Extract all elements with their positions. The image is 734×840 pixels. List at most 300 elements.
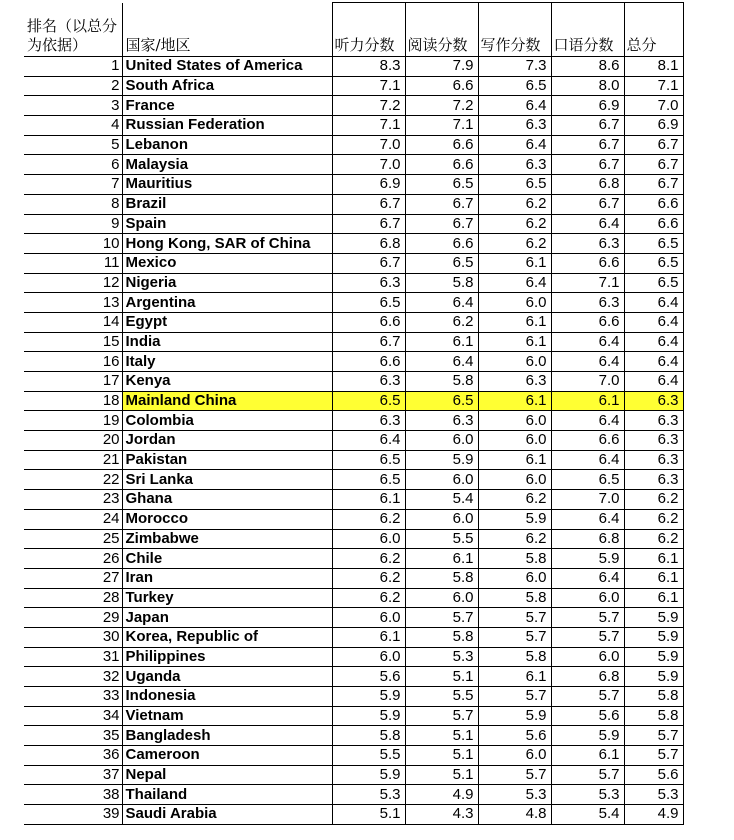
cell-listening: 6.3 (332, 372, 405, 392)
cell-rank: 38 (24, 785, 122, 805)
cell-writing: 6.1 (478, 312, 551, 332)
cell-listening: 6.7 (332, 332, 405, 352)
cell-overall: 7.1 (624, 76, 683, 96)
cell-country: Bangladesh (122, 726, 332, 746)
cell-rank: 26 (24, 549, 122, 569)
cell-writing: 5.8 (478, 549, 551, 569)
cell-listening: 6.1 (332, 490, 405, 510)
cell-country: Lebanon (122, 135, 332, 155)
cell-country: Egypt (122, 312, 332, 332)
table-row (24, 57, 683, 77)
header-speaking: 口语分数 (551, 3, 624, 57)
cell-reading: 6.5 (405, 253, 478, 273)
cell-listening: 6.6 (332, 312, 405, 332)
cell-writing: 5.3 (478, 785, 551, 805)
cell-overall: 6.3 (624, 470, 683, 490)
table-row (24, 194, 683, 214)
cell-overall: 6.6 (624, 214, 683, 234)
cell-country: South Africa (122, 76, 332, 96)
cell-listening: 5.9 (332, 687, 405, 707)
cell-rank: 31 (24, 647, 122, 667)
cell-country: Kenya (122, 372, 332, 392)
cell-reading: 6.3 (405, 411, 478, 431)
table-row (24, 332, 683, 352)
cell-writing: 6.2 (478, 214, 551, 234)
cell-writing: 6.4 (478, 96, 551, 116)
cell-rank: 14 (24, 312, 122, 332)
cell-overall: 6.4 (624, 332, 683, 352)
cell-listening: 6.5 (332, 470, 405, 490)
table-row (24, 214, 683, 234)
cell-country: Pakistan (122, 450, 332, 470)
cell-overall: 6.3 (624, 431, 683, 451)
cell-reading: 7.9 (405, 57, 478, 77)
cell-overall: 6.3 (624, 450, 683, 470)
cell-country: Mexico (122, 253, 332, 273)
cell-listening: 6.8 (332, 234, 405, 254)
cell-speaking: 5.9 (551, 726, 624, 746)
header-reading: 阅读分数 (405, 3, 478, 57)
table-row (24, 431, 683, 451)
cell-country: Hong Kong, SAR of China (122, 234, 332, 254)
cell-country: Brazil (122, 194, 332, 214)
cell-listening: 6.0 (332, 647, 405, 667)
cell-rank: 10 (24, 234, 122, 254)
cell-writing: 6.3 (478, 372, 551, 392)
cell-listening: 5.8 (332, 726, 405, 746)
cell-country: Turkey (122, 588, 332, 608)
cell-country: United States of America (122, 57, 332, 77)
cell-listening: 6.7 (332, 194, 405, 214)
cell-rank: 21 (24, 450, 122, 470)
header-listening: 听力分数 (332, 3, 405, 57)
header-overall: 总分 (624, 3, 683, 57)
table-row (24, 726, 683, 746)
cell-speaking: 6.4 (551, 411, 624, 431)
cell-writing: 6.4 (478, 273, 551, 293)
cell-reading: 5.8 (405, 372, 478, 392)
cell-reading: 5.7 (405, 608, 478, 628)
cell-overall: 6.2 (624, 509, 683, 529)
cell-listening: 6.3 (332, 273, 405, 293)
cell-listening: 5.1 (332, 805, 405, 825)
cell-reading: 6.1 (405, 549, 478, 569)
cell-country: Nepal (122, 765, 332, 785)
cell-writing: 4.8 (478, 805, 551, 825)
cell-speaking: 6.1 (551, 391, 624, 411)
cell-writing: 6.3 (478, 155, 551, 175)
cell-overall: 5.7 (624, 746, 683, 766)
cell-rank: 29 (24, 608, 122, 628)
cell-overall: 5.9 (624, 608, 683, 628)
header-writing: 写作分数 (478, 3, 551, 57)
cell-reading: 5.9 (405, 450, 478, 470)
table-row (24, 549, 683, 569)
cell-writing: 5.7 (478, 608, 551, 628)
table-row (24, 96, 683, 116)
cell-overall: 6.2 (624, 529, 683, 549)
cell-speaking: 7.0 (551, 372, 624, 392)
cell-reading: 7.1 (405, 116, 478, 136)
cell-rank: 24 (24, 509, 122, 529)
cell-rank: 4 (24, 116, 122, 136)
table-row (24, 352, 683, 372)
cell-overall: 5.3 (624, 785, 683, 805)
cell-writing: 6.0 (478, 293, 551, 313)
cell-reading: 5.1 (405, 765, 478, 785)
cell-country: Mauritius (122, 175, 332, 195)
cell-writing: 6.0 (478, 411, 551, 431)
header-country: 国家/地区 (122, 3, 332, 57)
cell-writing: 6.0 (478, 352, 551, 372)
cell-listening: 6.9 (332, 175, 405, 195)
cell-country: Chile (122, 549, 332, 569)
cell-writing: 6.1 (478, 391, 551, 411)
cell-country: Indonesia (122, 687, 332, 707)
cell-writing: 5.7 (478, 627, 551, 647)
cell-country: Sri Lanka (122, 470, 332, 490)
cell-overall: 7.0 (624, 96, 683, 116)
cell-country: Philippines (122, 647, 332, 667)
cell-listening: 6.4 (332, 431, 405, 451)
table-row (24, 568, 683, 588)
cell-listening: 7.1 (332, 116, 405, 136)
cell-country: India (122, 332, 332, 352)
cell-overall: 6.4 (624, 293, 683, 313)
cell-speaking: 6.8 (551, 529, 624, 549)
cell-listening: 6.1 (332, 627, 405, 647)
table-row (24, 529, 683, 549)
cell-reading: 6.4 (405, 352, 478, 372)
cell-rank: 30 (24, 627, 122, 647)
cell-listening: 5.5 (332, 746, 405, 766)
cell-speaking: 6.0 (551, 588, 624, 608)
cell-rank: 36 (24, 746, 122, 766)
cell-reading: 5.5 (405, 529, 478, 549)
cell-speaking: 5.7 (551, 687, 624, 707)
cell-writing: 6.0 (478, 470, 551, 490)
ielts-score-table (24, 2, 684, 825)
cell-writing: 5.8 (478, 588, 551, 608)
cell-overall: 6.2 (624, 490, 683, 510)
cell-listening: 7.1 (332, 76, 405, 96)
cell-speaking: 8.6 (551, 57, 624, 77)
cell-speaking: 6.7 (551, 116, 624, 136)
cell-reading: 6.2 (405, 312, 478, 332)
cell-listening: 6.7 (332, 214, 405, 234)
cell-writing: 6.0 (478, 746, 551, 766)
cell-reading: 5.5 (405, 687, 478, 707)
cell-reading: 5.1 (405, 746, 478, 766)
cell-rank: 39 (24, 805, 122, 825)
cell-overall: 6.1 (624, 588, 683, 608)
cell-overall: 5.6 (624, 765, 683, 785)
table-row (24, 608, 683, 628)
cell-rank: 18 (24, 391, 122, 411)
cell-writing: 6.1 (478, 450, 551, 470)
cell-rank: 34 (24, 706, 122, 726)
cell-speaking: 5.3 (551, 785, 624, 805)
cell-reading: 6.5 (405, 391, 478, 411)
cell-country: France (122, 96, 332, 116)
cell-rank: 13 (24, 293, 122, 313)
cell-speaking: 5.6 (551, 706, 624, 726)
cell-rank: 1 (24, 57, 122, 77)
cell-listening: 6.2 (332, 549, 405, 569)
cell-writing: 6.2 (478, 234, 551, 254)
table-row (24, 76, 683, 96)
cell-country: Thailand (122, 785, 332, 805)
cell-speaking: 6.6 (551, 253, 624, 273)
cell-listening: 6.6 (332, 352, 405, 372)
cell-listening: 6.7 (332, 253, 405, 273)
cell-overall: 6.3 (624, 411, 683, 431)
table-row (24, 509, 683, 529)
cell-speaking: 6.4 (551, 332, 624, 352)
cell-listening: 6.2 (332, 588, 405, 608)
cell-listening: 7.0 (332, 135, 405, 155)
cell-writing: 6.1 (478, 253, 551, 273)
cell-writing: 6.0 (478, 431, 551, 451)
table-row (24, 687, 683, 707)
table-row (24, 785, 683, 805)
cell-country: Russian Federation (122, 116, 332, 136)
table-row (24, 116, 683, 136)
cell-writing: 5.7 (478, 687, 551, 707)
table-row (24, 765, 683, 785)
cell-overall: 6.5 (624, 253, 683, 273)
cell-speaking: 6.1 (551, 746, 624, 766)
table-row (24, 746, 683, 766)
cell-reading: 5.7 (405, 706, 478, 726)
cell-speaking: 5.4 (551, 805, 624, 825)
cell-rank: 33 (24, 687, 122, 707)
cell-writing: 5.9 (478, 706, 551, 726)
cell-listening: 7.2 (332, 96, 405, 116)
cell-rank: 8 (24, 194, 122, 214)
cell-writing: 6.4 (478, 135, 551, 155)
cell-reading: 6.0 (405, 509, 478, 529)
cell-rank: 5 (24, 135, 122, 155)
cell-speaking: 6.4 (551, 352, 624, 372)
cell-writing: 6.2 (478, 490, 551, 510)
cell-overall: 4.9 (624, 805, 683, 825)
cell-listening: 8.3 (332, 57, 405, 77)
cell-writing: 7.3 (478, 57, 551, 77)
table-row (24, 470, 683, 490)
table-row (24, 312, 683, 332)
table-row (24, 155, 683, 175)
cell-speaking: 6.8 (551, 667, 624, 687)
cell-country: Spain (122, 214, 332, 234)
table-row (24, 253, 683, 273)
table-row (24, 588, 683, 608)
cell-reading: 6.1 (405, 332, 478, 352)
cell-writing: 6.0 (478, 568, 551, 588)
cell-rank: 32 (24, 667, 122, 687)
cell-overall: 6.5 (624, 234, 683, 254)
table-row (24, 372, 683, 392)
cell-speaking: 6.6 (551, 431, 624, 451)
cell-overall: 6.3 (624, 391, 683, 411)
cell-writing: 5.9 (478, 509, 551, 529)
table-row (24, 450, 683, 470)
cell-rank: 22 (24, 470, 122, 490)
cell-writing: 5.8 (478, 647, 551, 667)
cell-reading: 6.0 (405, 431, 478, 451)
cell-country: Malaysia (122, 155, 332, 175)
cell-country: Cameroon (122, 746, 332, 766)
cell-country: Italy (122, 352, 332, 372)
cell-reading: 4.3 (405, 805, 478, 825)
cell-country: Argentina (122, 293, 332, 313)
cell-reading: 5.3 (405, 647, 478, 667)
cell-speaking: 6.6 (551, 312, 624, 332)
cell-rank: 9 (24, 214, 122, 234)
cell-listening: 6.2 (332, 509, 405, 529)
cell-overall: 6.7 (624, 135, 683, 155)
cell-overall: 6.4 (624, 352, 683, 372)
cell-speaking: 5.7 (551, 765, 624, 785)
cell-rank: 23 (24, 490, 122, 510)
cell-rank: 35 (24, 726, 122, 746)
cell-listening: 6.5 (332, 391, 405, 411)
cell-reading: 5.4 (405, 490, 478, 510)
cell-listening: 6.0 (332, 529, 405, 549)
table-row (24, 135, 683, 155)
cell-overall: 6.6 (624, 194, 683, 214)
cell-listening: 7.0 (332, 155, 405, 175)
cell-reading: 6.0 (405, 588, 478, 608)
table-row (24, 490, 683, 510)
table-row (24, 706, 683, 726)
cell-listening: 5.9 (332, 706, 405, 726)
cell-overall: 6.7 (624, 175, 683, 195)
cell-speaking: 6.8 (551, 175, 624, 195)
cell-rank: 11 (24, 253, 122, 273)
cell-overall: 5.9 (624, 667, 683, 687)
table-row (24, 293, 683, 313)
table-row (24, 667, 683, 687)
cell-writing: 6.3 (478, 116, 551, 136)
cell-reading: 6.4 (405, 293, 478, 313)
cell-speaking: 5.9 (551, 549, 624, 569)
cell-listening: 6.3 (332, 411, 405, 431)
cell-speaking: 6.3 (551, 234, 624, 254)
cell-speaking: 6.7 (551, 155, 624, 175)
cell-country: Colombia (122, 411, 332, 431)
cell-rank: 28 (24, 588, 122, 608)
cell-speaking: 7.1 (551, 273, 624, 293)
cell-country: Saudi Arabia (122, 805, 332, 825)
cell-speaking: 6.7 (551, 194, 624, 214)
header-rank: 排名（以总分为依据） (24, 3, 122, 57)
cell-country: Jordan (122, 431, 332, 451)
cell-overall: 5.9 (624, 627, 683, 647)
cell-reading: 4.9 (405, 785, 478, 805)
cell-speaking: 6.7 (551, 135, 624, 155)
cell-reading: 6.0 (405, 470, 478, 490)
cell-rank: 7 (24, 175, 122, 195)
cell-reading: 6.6 (405, 76, 478, 96)
cell-country: Japan (122, 608, 332, 628)
cell-speaking: 7.0 (551, 490, 624, 510)
cell-overall: 6.1 (624, 568, 683, 588)
cell-writing: 6.2 (478, 194, 551, 214)
cell-listening: 6.5 (332, 293, 405, 313)
table-row (24, 234, 683, 254)
cell-rank: 19 (24, 411, 122, 431)
cell-country: Morocco (122, 509, 332, 529)
cell-speaking: 6.0 (551, 647, 624, 667)
cell-reading: 6.6 (405, 155, 478, 175)
cell-listening: 6.2 (332, 568, 405, 588)
cell-country: Iran (122, 568, 332, 588)
cell-rank: 16 (24, 352, 122, 372)
cell-rank: 12 (24, 273, 122, 293)
cell-country: Ghana (122, 490, 332, 510)
cell-speaking: 6.4 (551, 214, 624, 234)
cell-reading: 5.8 (405, 273, 478, 293)
cell-writing: 6.1 (478, 667, 551, 687)
cell-rank: 17 (24, 372, 122, 392)
cell-overall: 5.7 (624, 726, 683, 746)
cell-speaking: 6.4 (551, 450, 624, 470)
table-row (24, 627, 683, 647)
table-row (24, 391, 683, 411)
cell-listening: 5.9 (332, 765, 405, 785)
cell-writing: 6.5 (478, 175, 551, 195)
cell-country: Nigeria (122, 273, 332, 293)
cell-rank: 3 (24, 96, 122, 116)
cell-country: Vietnam (122, 706, 332, 726)
cell-overall: 6.9 (624, 116, 683, 136)
cell-rank: 20 (24, 431, 122, 451)
cell-reading: 6.7 (405, 214, 478, 234)
cell-writing: 6.5 (478, 76, 551, 96)
cell-country: Korea, Republic of (122, 627, 332, 647)
cell-reading: 7.2 (405, 96, 478, 116)
cell-rank: 15 (24, 332, 122, 352)
cell-writing: 6.1 (478, 332, 551, 352)
cell-rank: 25 (24, 529, 122, 549)
cell-speaking: 5.7 (551, 608, 624, 628)
cell-reading: 6.6 (405, 234, 478, 254)
table-row (24, 805, 683, 825)
cell-reading: 6.6 (405, 135, 478, 155)
cell-writing: 5.6 (478, 726, 551, 746)
cell-overall: 6.4 (624, 312, 683, 332)
cell-reading: 6.5 (405, 175, 478, 195)
table-row (24, 411, 683, 431)
cell-speaking: 6.4 (551, 568, 624, 588)
cell-listening: 5.6 (332, 667, 405, 687)
cell-speaking: 8.0 (551, 76, 624, 96)
cell-speaking: 6.4 (551, 509, 624, 529)
cell-speaking: 6.9 (551, 96, 624, 116)
cell-writing: 5.7 (478, 765, 551, 785)
cell-overall: 5.8 (624, 687, 683, 707)
cell-overall: 8.1 (624, 57, 683, 77)
cell-rank: 6 (24, 155, 122, 175)
cell-rank: 2 (24, 76, 122, 96)
table-row (24, 175, 683, 195)
cell-rank: 27 (24, 568, 122, 588)
cell-reading: 5.1 (405, 667, 478, 687)
cell-writing: 6.2 (478, 529, 551, 549)
cell-speaking: 6.3 (551, 293, 624, 313)
cell-speaking: 5.7 (551, 627, 624, 647)
